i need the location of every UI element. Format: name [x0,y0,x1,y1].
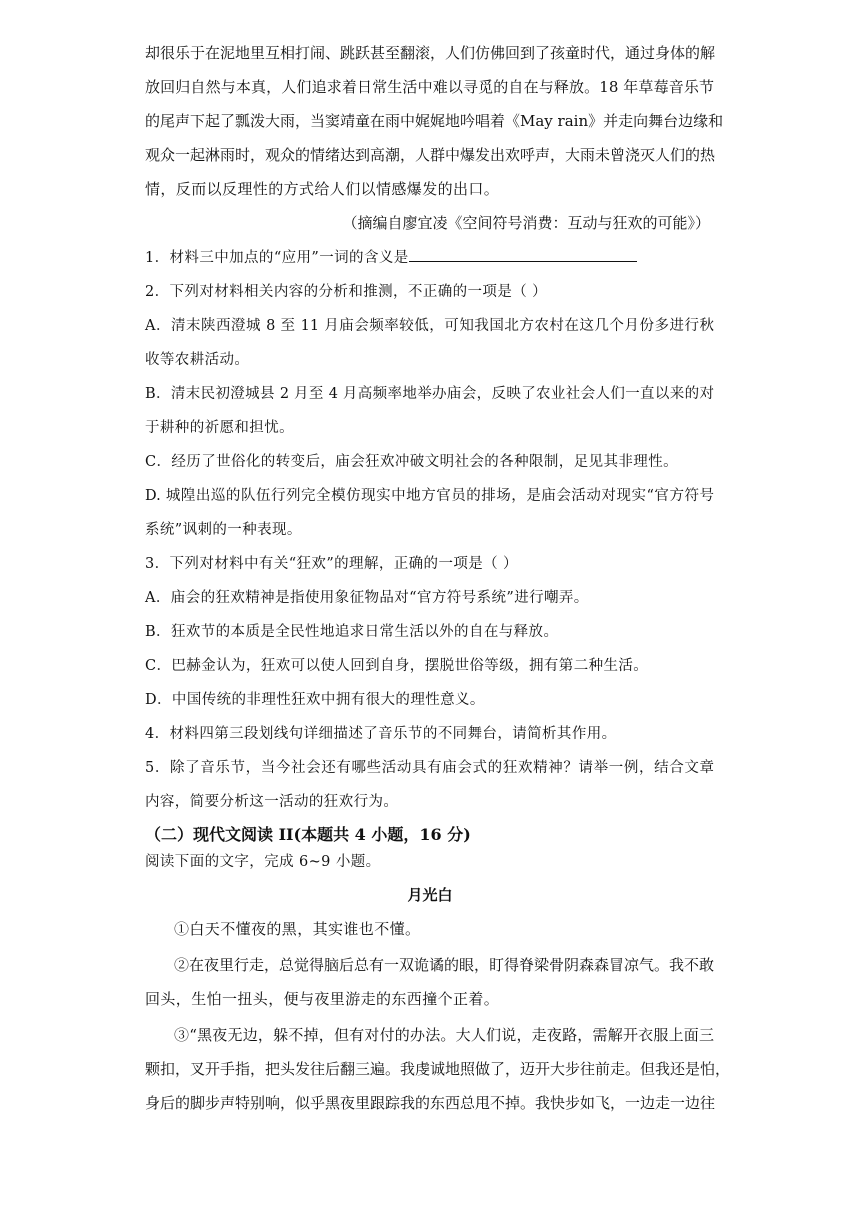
question-4: 4．材料四第三段划线句详细描述了音乐节的不同舞台，请简析其作用。 [145,726,617,742]
story-paragraph: ③“黑夜无边，躲不掉，但有对付的办法。大人们说，走夜路，需解开衣服上面三 [174,1026,714,1044]
option-a-cont: 收等农耕活动。 [145,352,250,368]
option-d-cont: 系统”讽刺的一种表现。 [145,522,302,538]
option-b: B．狂欢节的本质是全民性地追求日常生活以外的自在与释放。 [145,624,559,640]
question-3: 3．下列对材料中有关“狂欢”的理解，正确的一项是（ ） [145,556,518,572]
section-instruction: 阅读下面的文字，完成 6~9 小题。 [145,854,381,870]
story-paragraph-cont: 身后的脚步声特别响，似乎黑夜里跟踪我的东西总甩不掉。我快步如飞，一边走一边往 [145,1094,716,1112]
section-heading: （二）现代文阅读 II(本题共 4 小题，16 分) [145,825,471,844]
paragraph-line: 观众一起淋雨时，观众的情绪达到高潮，人群中爆发出欢呼声，大雨未曾浇灭人们的热 [145,146,716,164]
option-b: B．清末民初澄城县 2 月至 4 月高频率地举办庙会，反映了农业社会人们一直以来的对 [145,386,714,402]
story-paragraph-cont: 颗扣，叉开手指，把头发往后翻三遍。我虔诚地照做了，迈开大步往前走。但我还是怕， [145,1060,731,1078]
question-5-cont: 内容，简要分析这一活动的狂欢行为。 [145,794,399,810]
paragraph-line: 却很乐于在泥地里互相打闹、跳跃甚至翻滚，人们仿佛回到了孩童时代，通过身体的解 [145,44,716,62]
option-c: C．经历了世俗化的转变后，庙会狂欢冲破文明社会的各种限制，足见其非理性。 [145,454,678,470]
paragraph-line: 的尾声下起了瓢泼大雨，当窦靖童在雨中娓娓地吟唱着《May rain》并走向舞台边缘和 [145,112,724,130]
option-b-cont: 于耕种的祈愿和担忧。 [145,420,294,436]
story-paragraph-cont: 回头，生怕一扭头，便与夜里游走的东西撞个正着。 [145,990,500,1008]
story-paragraph: ②在夜里行走，总觉得脑后总有一双诡谲的眼，盯得脊梁骨阴森森冒凉气。我不敢 [174,956,715,974]
option-d: D．中国传统的非理性狂欢中拥有很大的理性意义。 [145,692,485,708]
paragraph-line: 情，反而以反理性的方式给人们以情感爆发的出口。 [145,180,500,198]
option-d: D. 城隍出巡的队伍行列完全模仿现实中地方官员的排场，是庙会活动对现实“官方符号 [145,488,714,504]
story-paragraph: ①白天不懂夜的黑，其实谁也不懂。 [174,920,421,938]
question-5: 5．除了音乐节，当今社会还有哪些活动具有庙会式的狂欢精神？请举一例，结合文章 [145,760,714,776]
option-a: A．清末陕西澄城 8 至 11 月庙会频率较低，可知我国北方农村在这几个月份多进行秋 [145,318,714,334]
question-2: 2．下列对材料相关内容的分析和推测，不正确的一项是（ ） [145,284,548,300]
answer-blank [409,247,637,262]
option-a: A．庙会的狂欢精神是指使用象征物品对“官方符号系统”进行嘲弄。 [145,590,589,606]
question-1-text: 1．材料三中加点的“应用”一词的含义是 [145,250,409,266]
source-citation: （摘编自廖宜凌《空间符号消费：互动与狂欢的可能》） [342,214,710,232]
story-title: 月光白 [407,886,453,904]
paragraph-line: 放回归自然与本真，人们追求着日常生活中难以寻觅的自在与释放。18 年草莓音乐节 [145,78,714,96]
option-c: C．巴赫金认为，狂欢可以使人回到自身，摆脱世俗等级，拥有第二种生活。 [145,658,649,674]
question-1 [145,246,637,267]
